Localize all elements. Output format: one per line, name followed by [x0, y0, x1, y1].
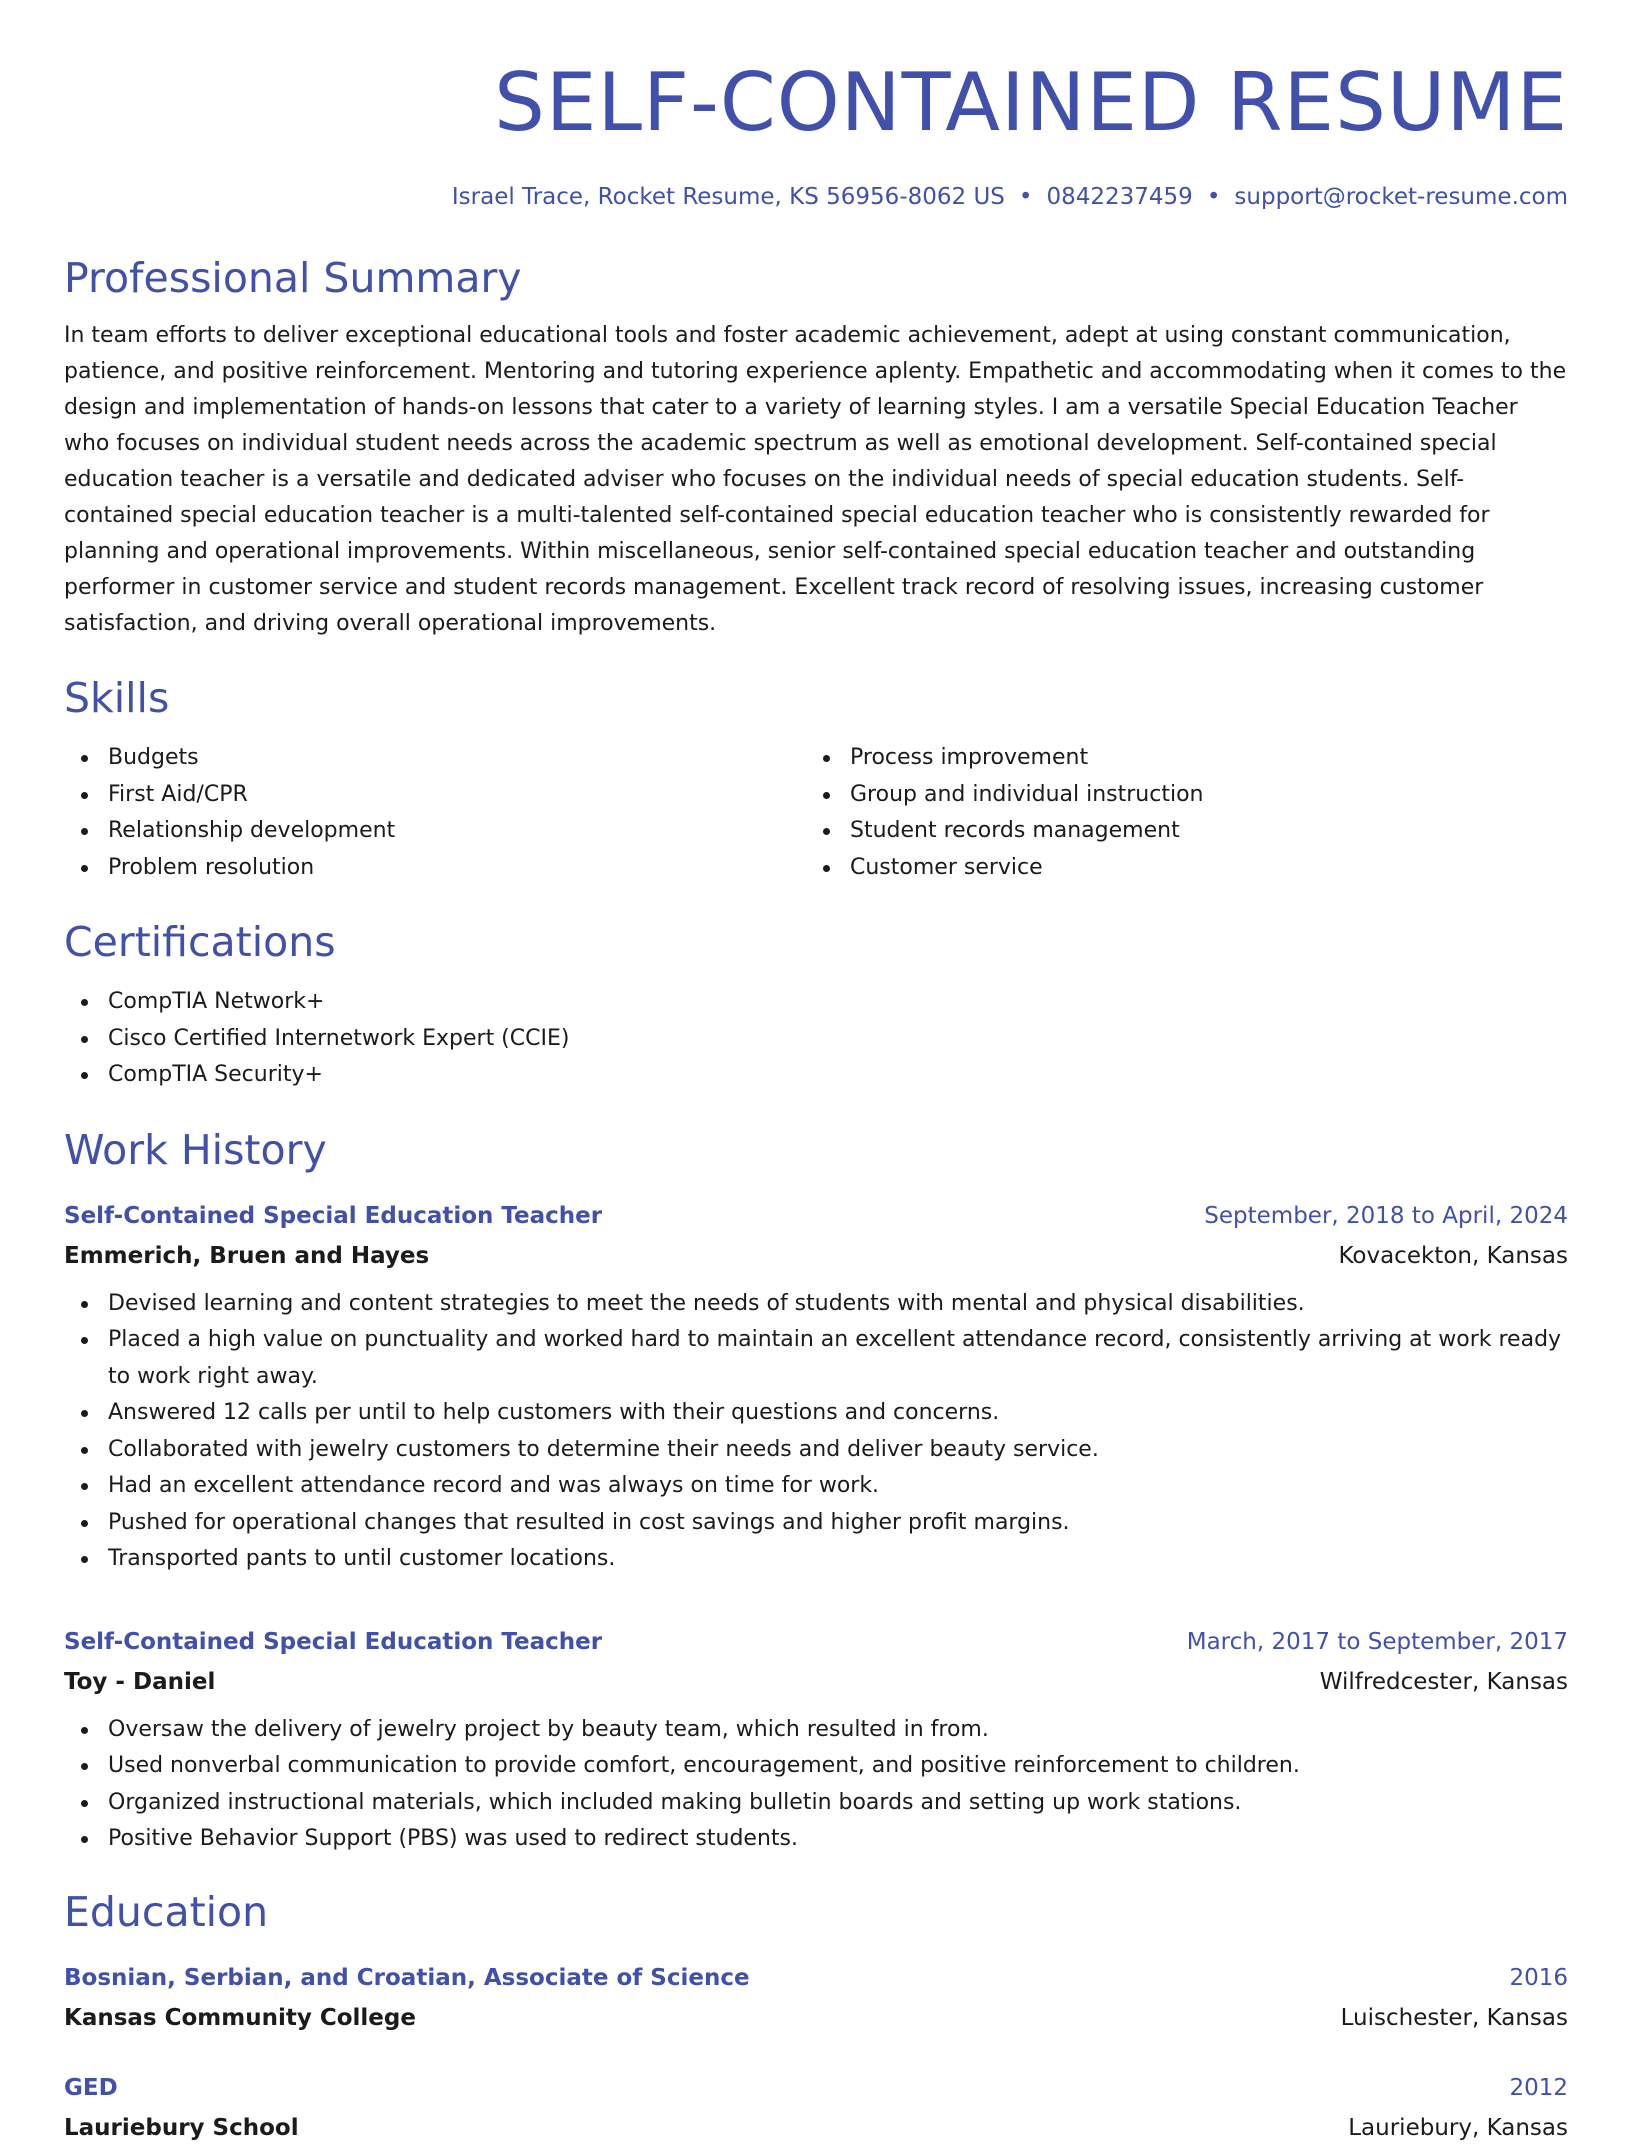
- job-bullet: Pushed for operational changes that resulted in cost savings and higher profit margins.: [64, 1505, 1568, 1542]
- education-year: 2016: [1509, 1964, 1568, 1991]
- job-bullet: Transported pants to until customer locations.: [64, 1541, 1568, 1578]
- job-location: Wilfredcester, Kansas: [1319, 1668, 1568, 1695]
- education-school: Lauriebury School: [64, 2114, 299, 2141]
- skills-list-left: [64, 740, 806, 886]
- skills-grid: [64, 740, 1568, 886]
- contact-separator: •: [1018, 184, 1033, 210]
- summary-heading: Professional Summary: [64, 254, 522, 302]
- summary-text: In team efforts to deliver exceptional educational tools and foster academic achievement, adept at using constant communication, patience, and positive reinforcement. Mentoring and tutoring experience aplenty. Empathetic and accommodating when it comes to the design and implementation of hands-on lessons that cater to a variety of learning styles. I am a versatile Special Education Teacher who focuses on individual student needs across the academic spectrum as well as emotional development. Self-contained special education teacher is a versatile and dedicated adviser who focuses on the individual needs of special education students. Self-contained special education teacher is a multi-talented self-contained special education teacher who is consistently rewarded for planning and operational improvements. Within miscellaneous, senior self-contained special education teacher and outstanding performer in customer service and student records management. Excellent track record of resolving issues, increasing customer satisfaction, and driving overall operational improvements.: [64, 323, 1567, 636]
- job-title: Self-Contained Special Education Teacher: [64, 1628, 603, 1655]
- job-header-row: [64, 1622, 1568, 1662]
- summary-section: [64, 250, 1568, 642]
- job-bullet: Answered 12 calls per until to help customers with their questions and concerns.: [64, 1395, 1568, 1432]
- education-degree: GED: [64, 2074, 118, 2101]
- education-header-row: [64, 2068, 1568, 2108]
- contact-email[interactable]: support@rocket-resume.com: [1234, 184, 1568, 210]
- certification-item: Cisco Certified Internetwork Expert (CCIE): [64, 1021, 1568, 1058]
- resume-title: SELF-CONTAINED RESUME: [494, 56, 1568, 149]
- work-history-section: [64, 1122, 1568, 1858]
- skill-item: Group and individual instruction: [806, 777, 1568, 814]
- skill-item: Process improvement: [806, 740, 1568, 777]
- education-header-row: [64, 1958, 1568, 1998]
- job-header-row: [64, 1196, 1568, 1236]
- certifications-section: [64, 914, 1568, 1094]
- job-location: Kovacekton, Kansas: [1338, 1242, 1568, 1269]
- education-heading: Education: [64, 1887, 269, 1936]
- job-employer: Emmerich, Bruen and Hayes: [64, 1242, 430, 1269]
- education-year: 2012: [1509, 2074, 1568, 2101]
- skill-item: Customer service: [806, 850, 1568, 887]
- resume-header: [64, 48, 1568, 212]
- certifications-list: [64, 984, 1568, 1094]
- job-employer-row: [64, 1236, 1568, 1276]
- education-location: Lauriebury, Kansas: [1348, 2114, 1568, 2141]
- contact-separator: •: [1206, 184, 1221, 210]
- job-bullet: Positive Behavior Support (PBS) was used to redirect students.: [64, 1821, 1568, 1858]
- education-entry: [64, 1958, 1568, 2038]
- job-bullets: [64, 1712, 1568, 1858]
- skills-heading: Skills: [64, 674, 170, 722]
- job-bullet: Had an excellent attendance record and was always on time for work.: [64, 1468, 1568, 1505]
- job-bullet: Placed a high value on punctuality and worked hard to maintain an excellent attendance record, consistently arriving at work ready to work right away.: [64, 1322, 1568, 1395]
- job-employer: Toy - Daniel: [64, 1668, 216, 1695]
- job-bullet: Oversaw the delivery of jewelry project by beauty team, which resulted in from.: [64, 1712, 1568, 1749]
- certifications-heading: Certifications: [64, 918, 336, 966]
- job-entry: [64, 1196, 1568, 1578]
- job-bullet: Used nonverbal communication to provide comfort, encouragement, and positive reinforcement to children.: [64, 1748, 1568, 1785]
- skill-item: Problem resolution: [64, 850, 806, 887]
- education-section: [64, 1884, 1568, 2148]
- job-bullet: Devised learning and content strategies to meet the needs of students with mental and physical disabilities.: [64, 1286, 1568, 1323]
- skill-item: First Aid/CPR: [64, 777, 806, 814]
- certification-item: CompTIA Network+: [64, 984, 1568, 1021]
- skill-item: Student records management: [806, 813, 1568, 850]
- education-school-row: [64, 2108, 1568, 2148]
- education-entry: [64, 2068, 1568, 2148]
- job-dates: September, 2018 to April, 2024: [1204, 1202, 1568, 1229]
- skills-list-right: [806, 740, 1568, 886]
- education-location: Luischester, Kansas: [1340, 2004, 1568, 2031]
- contact-line: [64, 182, 1568, 212]
- job-bullets: [64, 1286, 1568, 1578]
- education-school: Kansas Community College: [64, 2004, 416, 2031]
- job-bullet: Organized instructional materials, which included making bulletin boards and setting up work stations.: [64, 1785, 1568, 1822]
- job-dates: March, 2017 to September, 2017: [1186, 1628, 1568, 1655]
- contact-address: Israel Trace, Rocket Resume, KS 56956-8062 US: [451, 184, 1005, 210]
- job-entry: [64, 1622, 1568, 1858]
- skill-item: Budgets: [64, 740, 806, 777]
- contact-phone: 0842237459: [1046, 184, 1193, 210]
- certification-item: CompTIA Security+: [64, 1057, 1568, 1094]
- job-bullet: Collaborated with jewelry customers to determine their needs and deliver beauty service.: [64, 1432, 1568, 1469]
- skills-section: [64, 670, 1568, 886]
- job-title: Self-Contained Special Education Teacher: [64, 1202, 603, 1229]
- job-employer-row: [64, 1662, 1568, 1702]
- education-school-row: [64, 1998, 1568, 2038]
- work-history-heading: Work History: [64, 1125, 327, 1174]
- skill-item: Relationship development: [64, 813, 806, 850]
- education-degree: Bosnian, Serbian, and Croatian, Associate of Science: [64, 1964, 750, 1991]
